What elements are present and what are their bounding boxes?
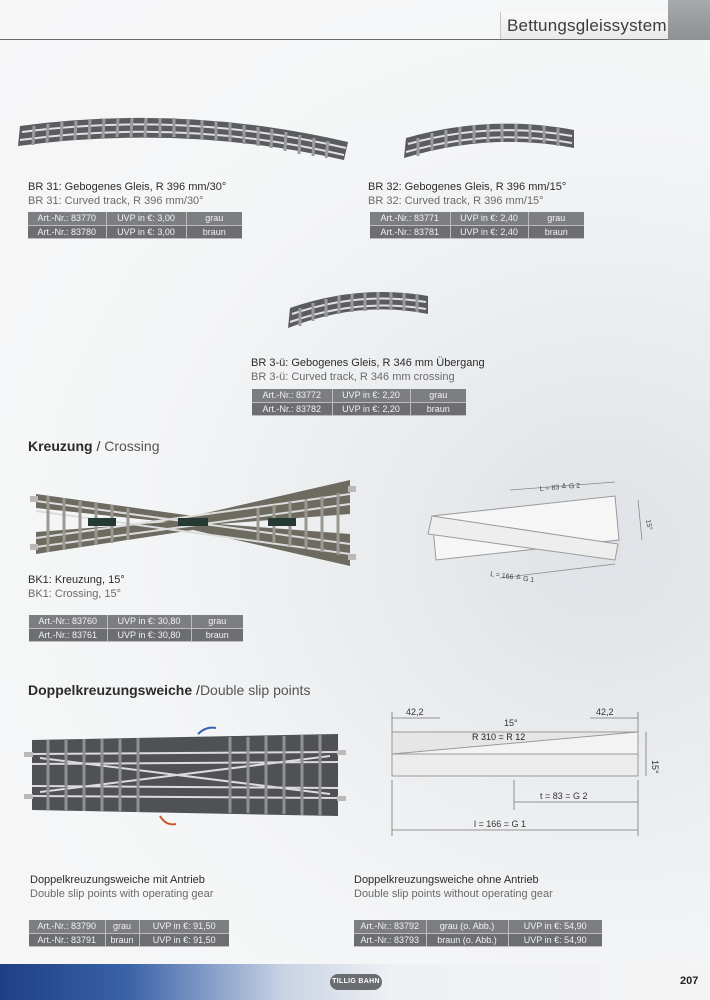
article-number: Art.-Nr.: 83770 [28,212,106,225]
price: UVP in €: 2,40 [450,212,528,225]
article-number: Art.-Nr.: 83771 [370,212,450,225]
price: UVP in €: 91,50 [139,920,229,933]
crossing-diagram [410,478,670,590]
color: braun [105,933,139,946]
color: braun [186,225,242,238]
crossing-title-en: Crossing [104,438,160,454]
dim-l: l = 166 = G 1 [474,819,527,829]
page-number: 207 [680,975,699,987]
bk1-name-en: BK1: Crossing, 15° [28,588,122,600]
bk1-crossing-image [28,474,358,570]
color: grau [105,920,139,933]
table-row [354,933,602,946]
price: UVP in €: 30,80 [107,615,191,628]
price: UVP in €: 2,20 [332,402,410,415]
br32-caption [368,180,566,208]
price: UVP in €: 30,80 [107,628,191,641]
bk1-name-de: BK1: Kreuzung, 15° [28,574,125,586]
crossing-section-title [28,438,159,454]
bk1-article-table [29,615,243,642]
dkw-mit-name-de: Doppelkreuzungsweiche mit Antrieb [30,874,205,886]
color: grau [186,212,242,225]
color: grau (o. Abb.) [426,920,508,933]
article-number: Art.-Nr.: 83781 [370,225,450,238]
article-number: Art.-Nr.: 83793 [354,933,426,946]
tillig-logo: TILLIG BAHN [330,974,382,990]
article-number: Art.-Nr.: 83761 [29,628,107,641]
table-row [252,389,466,402]
color: braun [528,225,584,238]
article-number: Art.-Nr.: 83760 [29,615,107,628]
table-row [29,615,243,628]
table-row [370,212,584,225]
br3u-article-table [252,389,466,416]
br3u-track-image [284,286,434,338]
dim-l-short: L = 83 ≙ G 2 [539,482,581,493]
title-separator: / [192,682,200,698]
table-row [354,920,602,933]
color: grau [528,212,584,225]
article-number: Art.-Nr.: 83792 [354,920,426,933]
dim-l-long: L = 166 ≙ G 1 [489,571,535,585]
double-slip-title-de: Doppelkreuzungsweiche [28,682,193,698]
price: UVP in €: 2,40 [450,225,528,238]
price: UVP in €: 3,00 [106,212,186,225]
dkw-mit-caption [30,873,213,901]
title-separator: / [92,438,105,454]
double-slip-image [20,724,350,828]
br32-name-en: BR 32: Curved track, R 396 mm/15° [368,195,544,207]
br31-caption [28,180,226,208]
br32-track-image [400,118,580,172]
price: UVP in €: 91,50 [139,933,229,946]
dim-top-angle: 15° [504,718,518,728]
double-slip-title-en: Double slip points [199,682,311,698]
table-row [252,402,466,415]
table-row [370,225,584,238]
dkw-ohne-caption [354,873,553,901]
table-row [29,920,229,933]
table-row [29,628,243,641]
double-slip-diagram [384,702,674,844]
article-number: Art.-Nr.: 83772 [252,389,332,402]
article-number: Art.-Nr.: 83782 [252,402,332,415]
header-corner-block [668,0,710,40]
color: grau [191,615,243,628]
article-number: Art.-Nr.: 83780 [28,225,106,238]
dim-angle: 15° [644,519,653,531]
color: braun [191,628,243,641]
color: braun [410,402,466,415]
br32-article-table [370,212,584,239]
dim-t: t = 83 = G 2 [540,791,588,801]
color: grau [410,389,466,402]
br3u-caption [251,356,485,384]
br3u-name-en: BR 3-ü: Curved track, R 346 mm crossing [251,371,455,383]
price: UVP in €: 3,00 [106,225,186,238]
dim-right: 42,2 [596,707,614,717]
table-row [28,212,242,225]
dkw-mit-name-en: Double slip points with operating gear [30,888,214,900]
price: UVP in €: 54,90 [508,933,602,946]
bk1-caption [28,573,125,601]
table-row [29,933,229,946]
table-row [28,225,242,238]
br31-name-de: BR 31: Gebogenes Gleis, R 396 mm/30° [28,181,227,193]
dkw-mit-article-table [29,920,229,947]
dim-radius: R 310 = R 12 [472,732,526,742]
br3u-name-de: BR 3-ü: Gebogenes Gleis, R 346 mm Übergang [251,357,485,369]
dkw-ohne-name-de: Doppelkreuzungsweiche ohne Antrieb [354,874,539,886]
page-title: Bettungsgleissystem [507,16,667,35]
article-number: Art.-Nr.: 83790 [29,920,105,933]
dim-left: 42,2 [406,707,424,717]
double-slip-section-title [28,682,310,698]
header-rule [0,39,668,40]
br31-article-table [28,212,242,239]
br31-track-image [14,112,354,166]
dim-side-angle: 15° [650,760,660,774]
price: UVP in €: 2,20 [332,389,410,402]
color: braun (o. Abb.) [426,933,508,946]
crossing-title-de: Kreuzung [28,438,93,454]
br32-name-de: BR 32: Gebogenes Gleis, R 396 mm/15° [368,181,567,193]
price: UVP in €: 54,90 [508,920,602,933]
dkw-ohne-article-table [354,920,602,947]
br31-name-en: BR 31: Curved track, R 396 mm/30° [28,195,204,207]
dkw-ohne-name-en: Double slip points without operating gear [354,888,553,900]
article-number: Art.-Nr.: 83791 [29,933,105,946]
